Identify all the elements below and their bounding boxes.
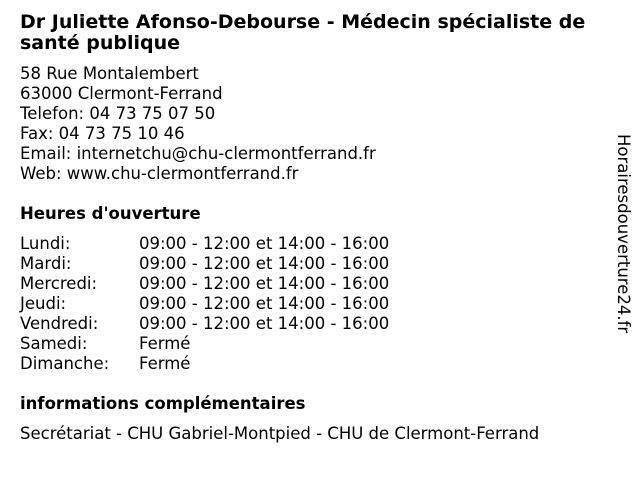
hours-row-sunday bbox=[20, 354, 389, 374]
site-watermark: Horairesdouverture24.fr bbox=[614, 134, 633, 334]
hours-row-wednesday bbox=[20, 274, 389, 294]
hours-row-saturday bbox=[20, 334, 389, 354]
day-label: Dimanche: bbox=[20, 354, 110, 373]
hours-value: Fermé bbox=[139, 334, 191, 353]
hours-row-monday bbox=[20, 234, 389, 254]
hours-value: 09:00 - 12:00 et 14:00 - 16:00 bbox=[139, 234, 390, 253]
city-postcode: 63000 Clermont-Ferrand bbox=[20, 84, 223, 103]
street-address: 58 Rue Montalembert bbox=[20, 64, 199, 83]
hours-value: 09:00 - 12:00 et 14:00 - 16:00 bbox=[139, 254, 390, 273]
day-label: Vendredi: bbox=[20, 314, 99, 333]
phone-number: Telefon: 04 73 75 07 50 bbox=[20, 104, 216, 123]
day-label: Samedi: bbox=[20, 334, 88, 353]
additional-info-heading: informations complémentaires bbox=[20, 394, 306, 413]
day-label: Jeudi: bbox=[20, 294, 67, 313]
day-label: Mercredi: bbox=[20, 274, 98, 293]
contact-details bbox=[20, 64, 376, 184]
email-address: Email: internetchu@chu-clermontferrand.fr bbox=[20, 144, 376, 163]
fax-number: Fax: 04 73 75 10 46 bbox=[20, 124, 185, 143]
hours-value: Fermé bbox=[139, 354, 191, 373]
additional-info-text: Secrétariat - CHU Gabriel-Montpied - CHU de Clermont-Ferrand bbox=[20, 424, 540, 443]
hours-value: 09:00 - 12:00 et 14:00 - 16:00 bbox=[139, 314, 390, 333]
hours-row-thursday bbox=[20, 294, 389, 314]
day-label: Mardi: bbox=[20, 254, 72, 273]
day-label: Lundi: bbox=[20, 234, 71, 253]
opening-hours-table bbox=[20, 234, 389, 374]
hours-value: 09:00 - 12:00 et 14:00 - 16:00 bbox=[139, 294, 390, 313]
hours-row-friday bbox=[20, 314, 389, 334]
page-title: Dr Juliette Afonso-Debourse - Médecin spécialiste de santé publique bbox=[20, 11, 586, 54]
hours-value: 09:00 - 12:00 et 14:00 - 16:00 bbox=[139, 274, 390, 293]
website: Web: www.chu-clermontferrand.fr bbox=[20, 164, 299, 183]
opening-hours-heading: Heures d'ouverture bbox=[20, 204, 201, 223]
hours-row-tuesday bbox=[20, 254, 389, 274]
